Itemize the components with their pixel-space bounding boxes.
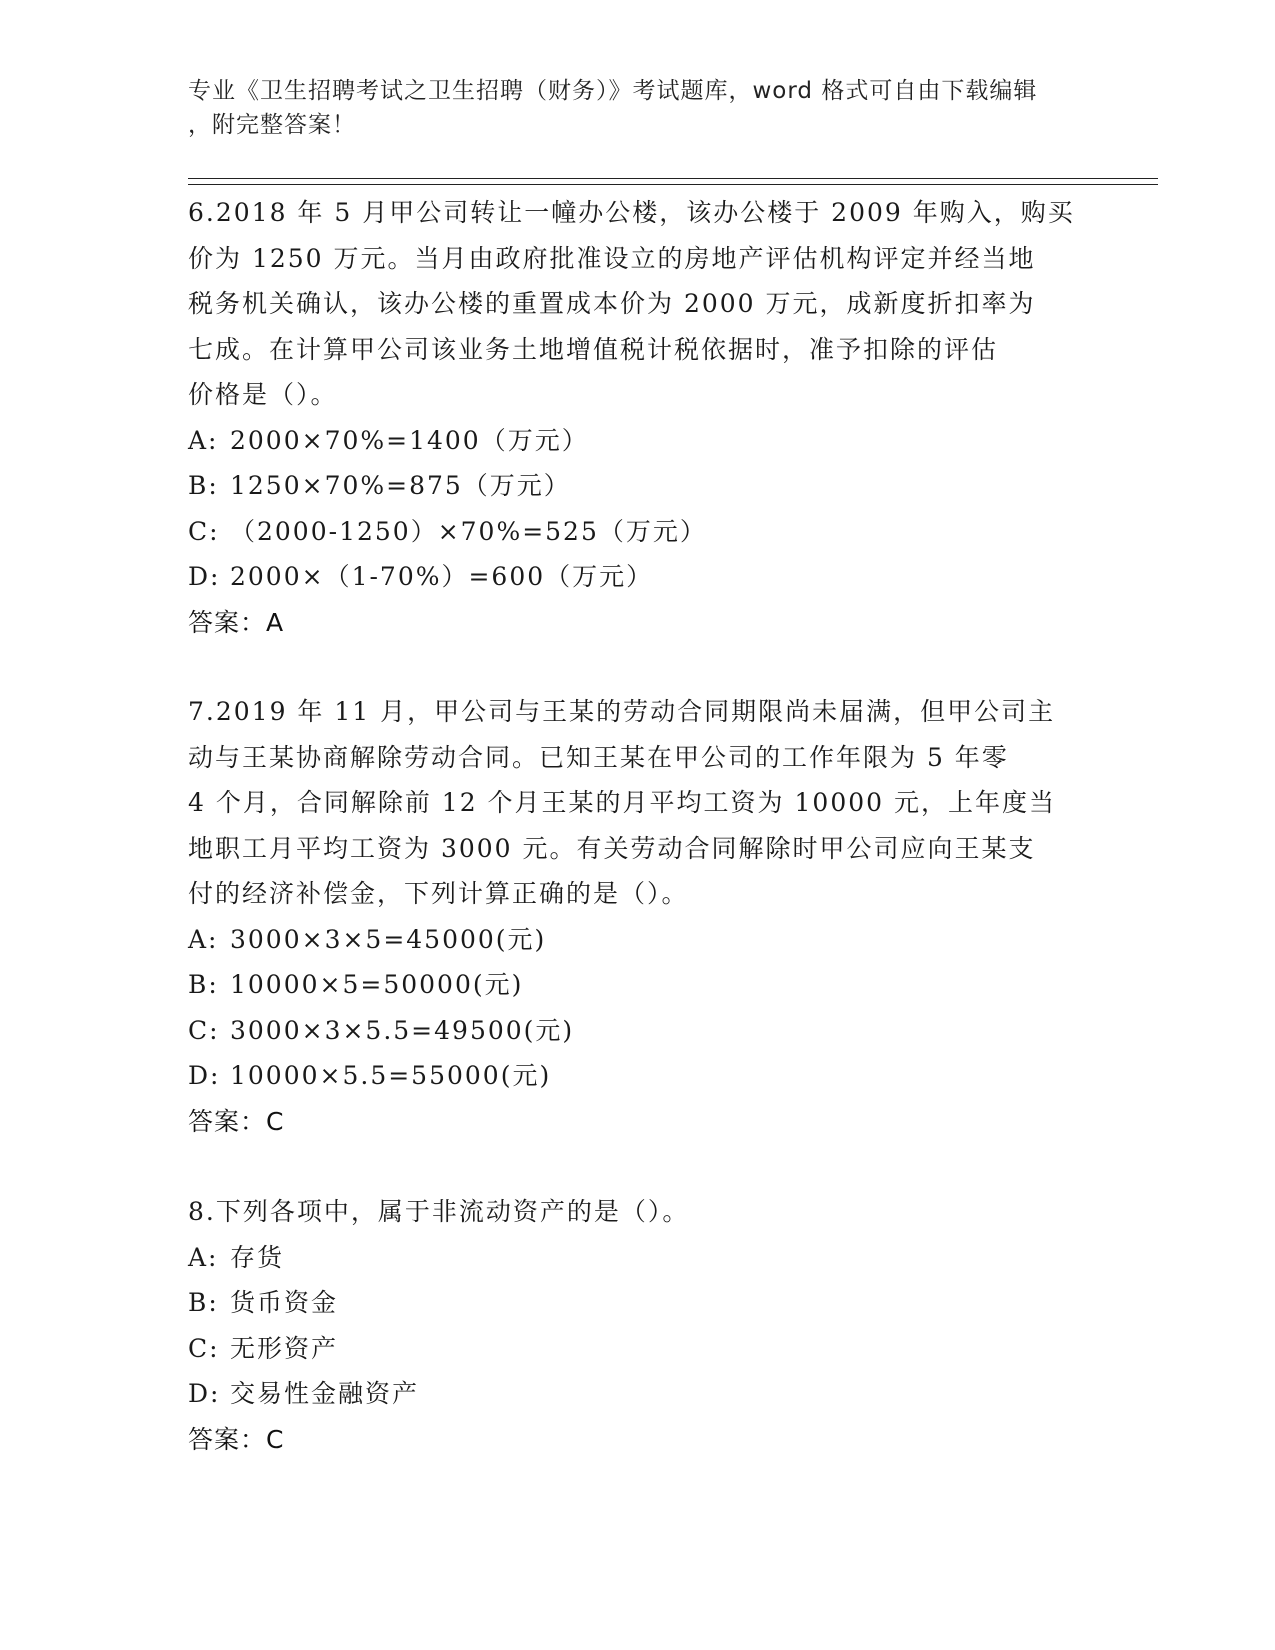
option-letter: A: [188,425,219,455]
option-letter: B: [188,970,219,999]
option-text: 2000×（1-70%）=600（万元） [230,562,654,591]
option-d [188,1053,1088,1099]
option-text: 3000×3×5=45000(元) [230,924,547,954]
option-b [188,463,1088,509]
option-letter: C: [188,1015,220,1045]
answer-line: 答案：C [188,1424,285,1454]
option-letter: D: [188,562,221,591]
stem-line: 6.2018 年 5 月甲公司转让一幢办公楼，该办公楼于 2009 年购入，购买 [188,198,1075,227]
option-c [188,1008,1088,1054]
stem-line: 付的经济补偿金，下列计算正确的是（）。 [188,879,689,908]
option-text: 交易性金融资产 [230,1379,420,1408]
option-letter: C: [188,1333,220,1363]
option-a [188,418,1088,464]
option-text: 3000×3×5.5=49500(元) [230,1015,575,1045]
question-8 [188,1189,1088,1462]
question-7 [188,689,1088,1144]
option-text: 1250×70%=875（万元） [230,471,571,500]
option-text: 货币资金 [230,1288,339,1317]
option-b [188,1280,1088,1326]
answer-line: 答案：C [188,1106,285,1136]
answer-line: 答案：A [188,607,285,637]
option-text: 10000×5.5=55000(元) [230,1061,552,1090]
option-a [188,917,1088,963]
stem-line: 8.下列各项中，属于非流动资产的是（）。 [188,1197,690,1226]
question-stem [188,190,1088,418]
stem-line: 价格是（）。 [188,380,338,409]
option-a [188,1235,1088,1281]
option-letter: A: [188,924,219,954]
option-text: 2000×70%=1400（万元） [230,425,589,455]
option-c [188,1326,1088,1372]
stem-line: 4 个月，合同解除前 12 个月王某的月平均工资为 10000 元，上年度当 [188,788,1056,817]
question-6 [188,190,1088,645]
stem-line: 价为 1250 万元。当月由政府批准设立的房地产评估机构评定并经当地 [188,243,1036,273]
header-line: ，附完整答案！ [188,112,356,138]
header-line: 专业《卫生招聘考试之卫生招聘（财务）》考试题库，word 格式可自由下载编辑 [188,78,1038,104]
stem-line: 7.2019 年 11 月，甲公司与王某的劳动合同期限尚未届满，但甲公司主 [188,697,1056,726]
option-b [188,962,1088,1008]
stem-line: 动与王某协商解除劳动合同。已知王某在甲公司的工作年限为 5 年零 [188,742,1009,772]
stem-line: 地职工月平均工资为 3000 元。有关劳动合同解除时甲公司应向王某支 [188,833,1036,863]
option-c [188,509,1088,555]
header-divider [188,184,1158,185]
option-letter: B: [188,471,219,500]
option-letter: B: [188,1288,219,1317]
option-d [188,554,1088,600]
question-stem [188,1189,1088,1235]
option-text: （2000-1250）×70%=525（万元） [230,516,707,546]
option-d [188,1371,1088,1417]
stem-line: 七成。在计算甲公司该业务土地增值税计税依据时，准予扣除的评估 [188,334,999,364]
option-text: 10000×5=50000(元) [230,970,524,999]
option-letter: A: [188,1242,219,1272]
option-text: 无形资产 [230,1333,339,1363]
option-letter: C: [188,516,220,546]
option-letter: D: [188,1061,221,1090]
question-stem [188,689,1088,917]
stem-line: 税务机关确认，该办公楼的重置成本价为 2000 万元，成新度折扣率为 [188,289,1036,318]
option-text: 存货 [230,1242,285,1272]
option-letter: D: [188,1379,221,1408]
document-header [188,74,1088,142]
header-divider [188,178,1158,179]
